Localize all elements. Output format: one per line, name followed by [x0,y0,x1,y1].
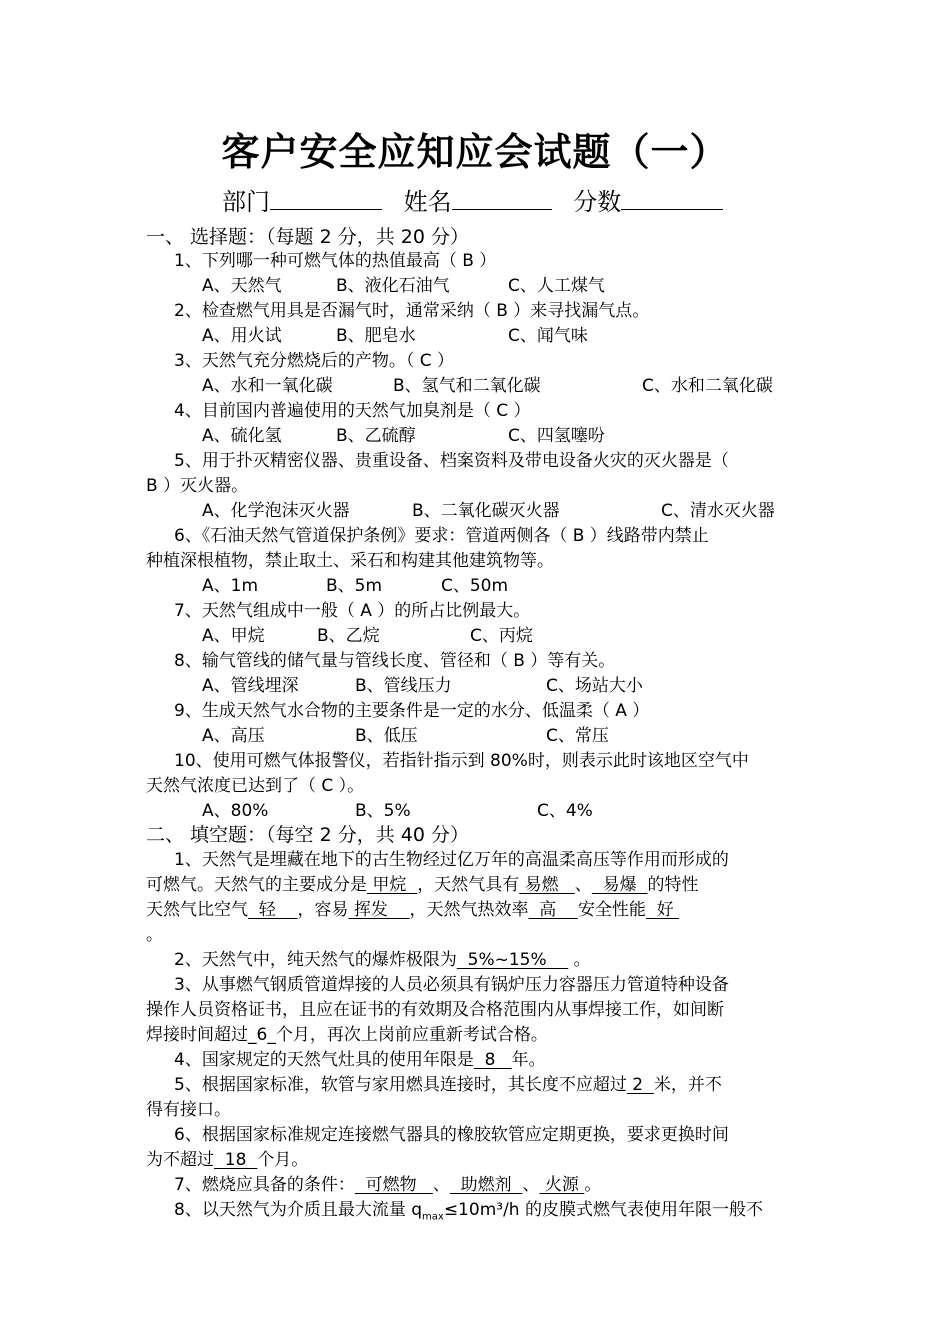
question-9: 9、生成天然气水合物的主要条件是一定的水分、低温柔（ A ） [174,701,650,721]
fill-5-line1 [174,1073,722,1098]
q10-option-a: A、80% [202,801,269,821]
fill-1-line2 [146,873,698,898]
q7-option-c: C、丙烷 [470,626,533,646]
q3-option-c: C、水和二氧化碳 [642,376,773,396]
q1-option-a: A、天然气 [202,276,282,296]
name-blank [452,183,552,210]
answer-blank: 5%~15% [456,950,569,970]
text: 2、天然气中，纯天然气的爆炸极限为 [174,950,457,970]
text: ，容易 [297,900,349,920]
q4-option-b: B、乙硫醇 [336,426,416,446]
fill-1-line4: 。 [146,925,163,945]
q2-option-c: C、闻气味 [508,326,588,346]
q9-option-b: B、低压 [355,726,418,746]
text: 天然气比空气 [146,900,248,920]
fill-6-line1: 6、根据国家标准规定连接燃气器具的橡胶软管应定期更换，要求更换时间 [174,1125,729,1145]
q6-option-c: C、50m [441,576,509,596]
fill-1-line1: 1、天然气是埋藏在地下的古生物经过亿万年的高温柔高压等作用而形成的 [174,850,729,870]
text: 的特性 [647,875,699,895]
section-choice-heading: 一、 选择题：（每题 2 分，共 20 分） [146,226,469,248]
question-6-line2: 种植深根植物，禁止取土、采石和构建其他建筑物等。 [146,551,554,571]
answer-blank: 8 [473,1050,512,1070]
header-info [222,183,737,219]
q1-option-c: C、人工煤气 [508,276,605,296]
answer-blank: 高 [528,900,578,920]
name-label: 姓名 [403,188,452,216]
question-1: 1、下列哪一种可燃气体的热值最高（ B ） [174,251,497,271]
text: 年。 [511,1050,546,1070]
fill-8-line1 [174,1198,763,1229]
text: 安全性能 [577,900,646,920]
text: 。 [584,1175,602,1195]
text: 、 [522,1175,540,1195]
dept-blank [270,183,382,210]
q5-option-b: B、二氧化碳灭火器 [412,501,560,521]
fill-2 [174,948,591,973]
q7-option-b: B、乙烷 [317,626,380,646]
page-title: 客户安全应知应会试题（一） [221,130,729,174]
q10-option-b: B、5% [355,801,411,821]
text: 7、燃烧应具备的条件： [174,1175,355,1195]
score-label: 分数 [573,188,622,216]
text: 、 [432,1175,450,1195]
text: 为不超过 [146,1150,214,1170]
text: 个月。 [257,1150,309,1170]
text: ，天然气热效率 [409,900,529,920]
text: 5、根据国家标准，软管与家用燃具连接时，其长度不应超过 [174,1075,627,1095]
text: 8、以天然气为介质且最大流量 q [174,1200,423,1220]
q5-option-a: A、化学泡沫灭火器 [202,501,350,521]
q7-option-a: A、甲烷 [202,626,265,646]
fill-6-line2 [146,1148,308,1173]
answer-blank: 18 [214,1150,258,1170]
q8-option-b: B、管线压力 [355,676,452,696]
text: 可燃气。天然气的主要成分是 [146,875,367,895]
fill-4 [174,1048,546,1073]
q3-option-b: B、氢气和二氧化碳 [393,376,541,396]
q8-option-a: A、管线埋深 [202,676,299,696]
fill-1-line3 [146,898,679,923]
answer-blank: 可燃物 [354,1175,433,1195]
q6-option-a: A、1m [202,576,259,596]
q10-option-c: C、4% [537,801,593,821]
q3-option-a: A、水和一氧化碳 [202,376,333,396]
q6-option-b: B、5m [326,576,383,596]
question-2: 2、检查燃气用具是否漏气时，通常采纳（ B ）来寻找漏气点。 [174,301,650,321]
question-7: 7、天然气组成中一般（ A ）的所占比例最大。 [174,601,531,621]
text: 米，并不 [653,1075,722,1095]
text: ≤10m³/h 的皮膜式燃气表使用年限一般不 [443,1200,763,1220]
q9-option-c: C、常压 [546,726,609,746]
answer-blank: 助燃剂 [449,1175,523,1195]
fill-5-line2: 得有接口。 [146,1100,231,1120]
q4-option-c: C、四氢噻吩 [508,426,605,446]
text: 、 [574,875,592,895]
question-5-line2: B ）灭火器。 [146,476,249,496]
question-4: 4、目前国内普遍使用的天然气加臭剂是（ C ） [174,401,531,421]
question-10-line1: 10、使用可燃气体报警仪，若指针指示到 80%时，则表示此时该地区空气中 [174,751,749,771]
answer-blank: 易爆 [591,875,648,895]
dept-label: 部门 [222,188,270,216]
q4-option-a: A、硫化氢 [202,426,282,446]
answer-blank: 2 [626,1075,654,1095]
fill-7 [174,1173,601,1198]
text: 4、国家规定的天然气灶具的使用年限是 [174,1050,474,1070]
question-10-line2: 天然气浓度已达到了（ C ）。 [146,776,365,796]
question-5-line1: 5、用于扑灭精密仪器、贵重设备、档案资料及带电设备火灾的灭火器是（ [174,451,729,471]
fill-3-line3: 焊接时间超过_6_个月，再次上岗前应重新考试合格。 [146,1025,548,1045]
section-fill-heading: 二、 填空题：（每空 2 分，共 40 分） [146,824,469,846]
text: 。 [573,950,591,970]
fill-3-line2: 操作人员资格证书，且应在证书的有效期及合格范围内从事焊接工作，如间断 [146,1000,724,1020]
answer-blank: 易燃 [519,875,575,895]
answer-blank: 轻 [248,900,298,920]
answer-blank: 好 [645,900,680,920]
q9-option-a: A、高压 [202,726,265,746]
question-8: 8、输气管线的储气量与管线长度、管径和（ B ）等有关。 [174,651,616,671]
q8-option-c: C、场站大小 [546,676,643,696]
answer-blank: 火源 [539,1175,585,1195]
answer-blank: 挥发 [348,900,410,920]
text: ，天然气具有 [417,875,520,895]
score-blank [621,183,723,210]
answer-blank: 甲烷 [367,875,418,895]
q2-option-b: B、肥皂水 [336,326,416,346]
q5-option-c: C、清水灭火器 [661,501,775,521]
fill-3-line1: 3、从事燃气钢质管道焊接的人员必须具有锅炉压力容器压力管道特种设备 [174,975,729,995]
question-3: 3、天然气充分燃烧后的产物。（ C ） [174,351,454,371]
q2-option-a: A、用火试 [202,326,282,346]
q1-option-b: B、液化石油气 [336,276,450,296]
subscript: max [422,1211,444,1223]
question-6-line1: 6、《石油天然气管道保护条例》要求：管道两侧各（ B ）线路带内禁止 [174,526,709,546]
